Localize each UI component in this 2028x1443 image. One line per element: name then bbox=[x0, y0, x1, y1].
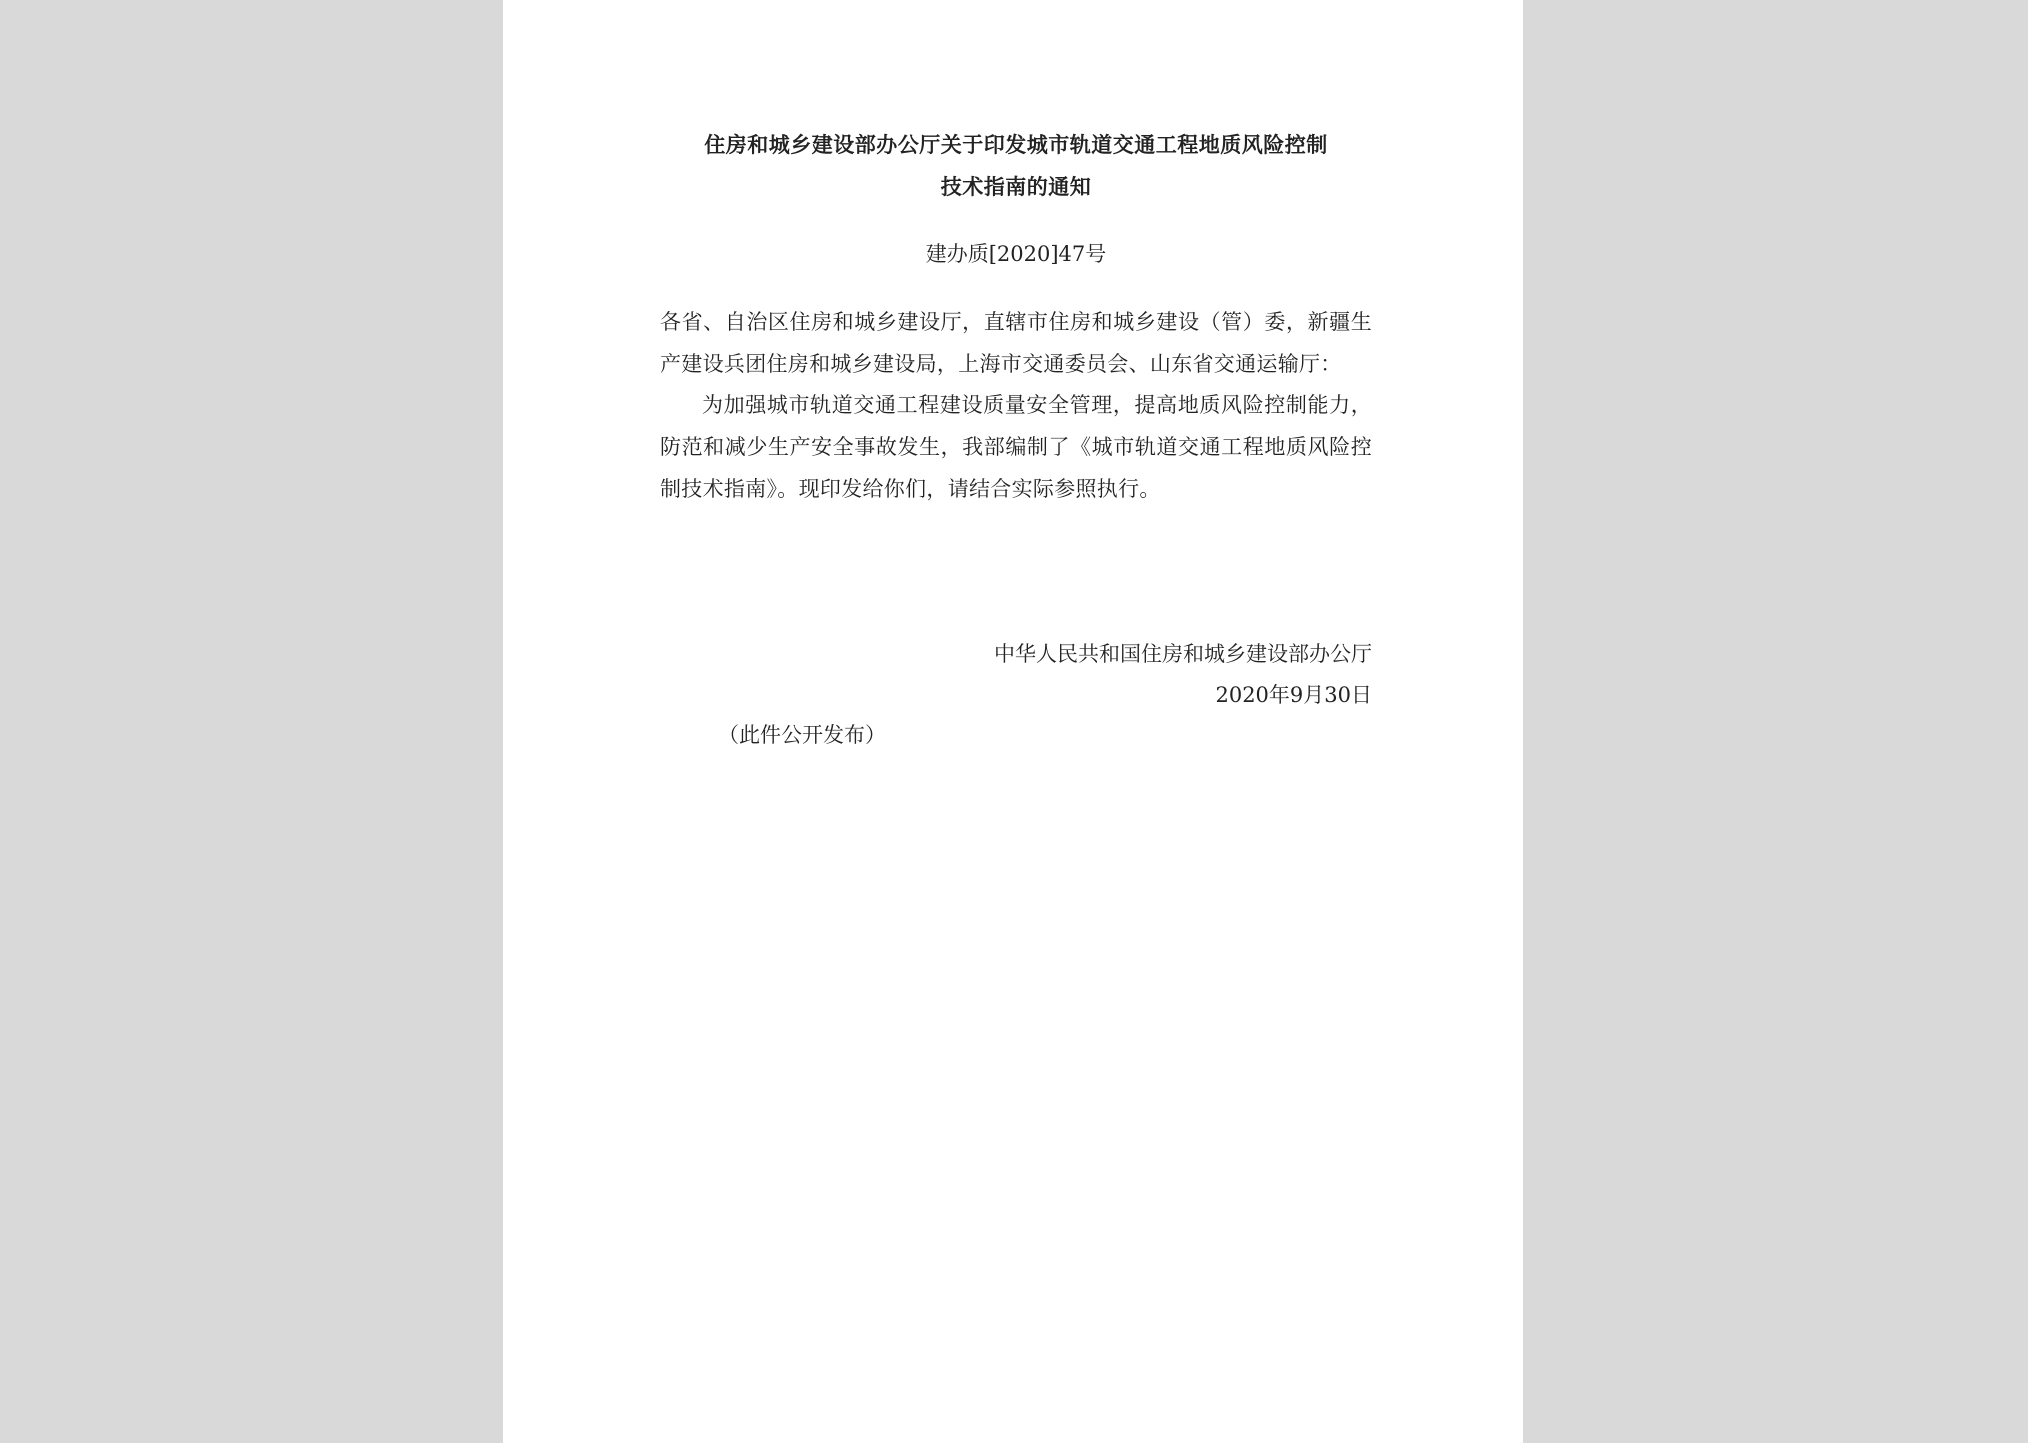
issuer-signature: 中华人民共和国住房和城乡建设部办公厅 bbox=[994, 642, 1372, 666]
document-title bbox=[660, 124, 1372, 208]
document-body bbox=[660, 302, 1372, 511]
disclosure-note: （此件公开发布） bbox=[718, 723, 886, 747]
issue-date: 2020年9月30日 bbox=[1215, 683, 1372, 707]
title-line-1: 住房和城乡建设部办公厅关于印发城市轨道交通工程地质风险控制 bbox=[704, 132, 1328, 157]
body-paragraph: 为加强城市轨道交通工程建设质量安全管理，提高地质风险控制能力，防范和减少生产安全事故发生，我部编制了《城市轨道交通工程地质风险控制技术指南》。现印发给你们，请结合实际参照执行。 bbox=[660, 393, 1372, 501]
document-number: 建办质[2020]47号 bbox=[925, 242, 1107, 266]
recipients-paragraph: 各省、自治区住房和城乡建设厅，直辖市住房和城乡建设（管）委，新疆生产建设兵团住房和城乡建设局，上海市交通委员会、山东省交通运输厅： bbox=[660, 310, 1372, 376]
title-line-2: 技术指南的通知 bbox=[940, 174, 1092, 199]
document-page bbox=[503, 0, 1523, 1443]
